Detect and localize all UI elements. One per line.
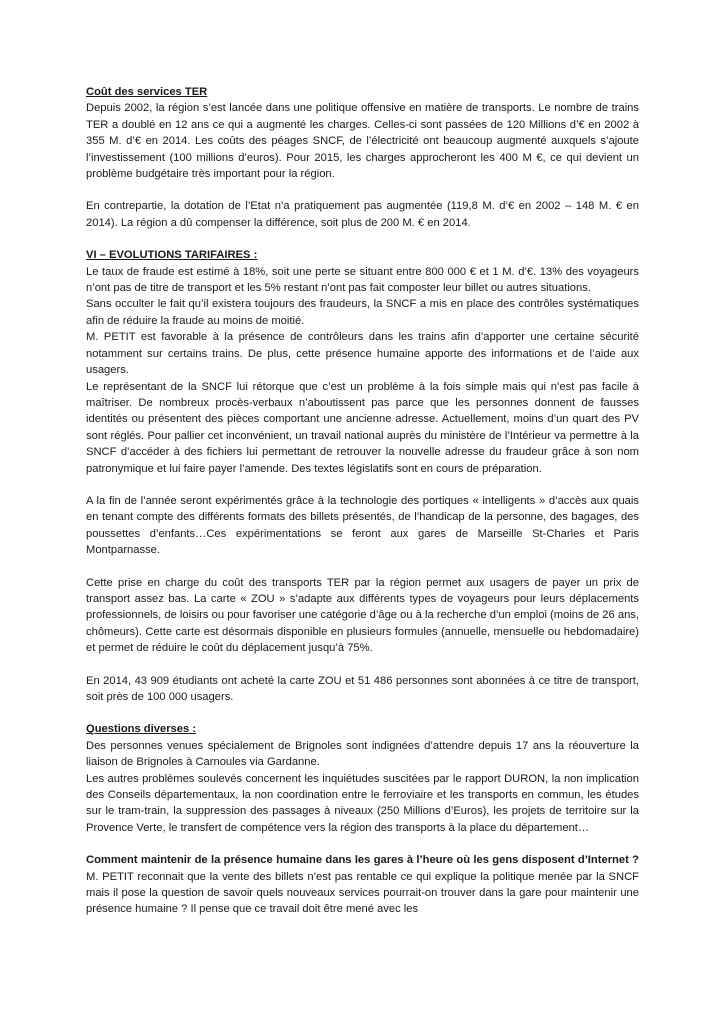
- paragraph: Des personnes venues spécialement de Brignoles sont indignées d’attendre depuis 17 ans la réouverture la liaison de Brignoles à Carnoules via Gardanne.: [86, 739, 639, 769]
- paragraph: Sans occulter le fait qu’il existera toujours des fraudeurs, la SNCF a mis en place des contrôles systématiques afin de réduire la fraude au moins de moitié.: [86, 298, 639, 327]
- spacer: [86, 182, 639, 198]
- section-heading-evolutions: VI – EVOLUTIONS TARIFAIRES :: [86, 249, 258, 262]
- paragraph: Les autres problèmes soulevés concernent les inquiétudes suscitées par le rapport DURON, la non implication des Conseils départementaux, la non coordination entre le ferroviaire et les transports en commun, les études sur le tram-train, la suppression des passages à niveaux (250 Millions d’Euros), les projets de territoire sur la Provence Verte, le transfert de compétence vers la région des transports à la place du département…: [86, 772, 639, 834]
- spacer: [86, 231, 639, 247]
- spacer: [86, 836, 639, 852]
- spacer: [86, 477, 639, 493]
- paragraph: En 2014, 43 909 étudiants ont acheté la carte ZOU et 51 486 personnes sont abonnées à ce titre de transport, soit près de 100 000 usagers.: [86, 674, 639, 703]
- paragraph: Le représentant de la SNCF lui rétorque que c’est un problème à la fois simple mais qui n’est pas facile à maîtriser. De nombreux procès-verbaux n’aboutissent pas parce que les personnes donnent de fausses identités ou présentent des pièces comportant une ancienne adresse. Actuellement, moins d’un quart des PV sont réglés. Pour pallier cet inconvénient, un travail national auprès du ministère de l’Intérieur va permettre à la SNCF d’accéder à des fichiers lui permettant de retrouver la nouvelle adresse du fraudeur grâce à son nom patronymique et lui faire payer l’amende. Des textes législatifs sont en cours de préparation.: [86, 380, 639, 475]
- paragraph-text: M. PETIT reconnait que la vente des billets n’est pas rentable ce qui explique la politique menée par la SNCF mais il pose la question de savoir quels nouveaux services pourrait-on trouver dans la gare pour maintenir une présence humaine ? Il pense que ce travail doit être mené avec les: [86, 870, 639, 916]
- bold-question: Comment maintenir de la présence humaine dans les gares à l’heure où les gens disposent d’Internet ?: [86, 854, 639, 867]
- paragraph: Depuis 2002, la région s’est lancée dans une politique offensive en matière de transports. Le nombre de trains TER a doublé en 12 ans ce qui a augmenté les charges. Celles-ci sont passées de 120 Millions d’€ en 2002 à 355 M. d’€ en 2014. Les coûts des péages SNCF, de l’électricité ont beaucoup augmenté auxquels s’ajoute l’investissement (100 millions d’euros). Pour 2015, les charges approcheront les 400 M €, ce qui devient un problème budgétaire très important pour la région.: [86, 102, 639, 181]
- paragraph: A la fin de l’année seront expérimentés grâce à la technologie des portiques « intelligents » d’accès aux quais en tenant compte des différents formats des billets présentés, de l’handicap de la personne, des bagages, des poussettes d’enfants…Ces expérimentations se feront aux gares de Marseille St-Charles et Paris Montparnasse.: [86, 494, 639, 557]
- section-heading-cout-ter: Coût des services TER: [86, 86, 208, 98]
- paragraph: En contrepartie, la dotation de l’Etat n’a pratiquement pas augmentée (119,8 M. d’€ en 2002 – 148 M. € en 2014). La région a dû compenser la différence, soit plus de 200 M. € en 2014.: [86, 200, 639, 229]
- paragraph: M. PETIT est favorable à la présence de contrôleurs dans les trains afin d’apporter une certaine sécurité notamment sur certains trains. De plus, cette présence humaine apporte des informations et de l’aide aux usagers.: [86, 331, 639, 377]
- paragraph: Le taux de fraude est estimé à 18%, soit une perte se situant entre 800 000 € et 1 M. d’€. 13% des voyageurs n’ont pas de titre de transport et les 5% restant n’ont pas fait composter leur billet ou autres situations.: [86, 265, 639, 295]
- paragraph: Cette prise en charge du coût des transports TER par la région permet aux usagers de payer un prix de transport assez bas. La carte « ZOU » s’adapte aux différents types de voyageurs pour leurs déplacements professionnels, de loisirs ou pour favoriser une catégorie d’âge ou à la recherche d’un emploi (moins de 26 ans, chômeurs). Cette carte est désormais disponible en plusieurs formules (annuelle, mensuelle ou hebdomadaire) et permet de réduire le coût du déplacement jusqu’à 75%.: [86, 576, 639, 655]
- document-page: [86, 84, 639, 918]
- spacer: [86, 559, 639, 575]
- section-heading-questions: Questions diverses :: [86, 723, 197, 736]
- spacer: [86, 705, 639, 721]
- spacer: [86, 657, 639, 673]
- paragraph-presence-humaine: [86, 852, 639, 918]
